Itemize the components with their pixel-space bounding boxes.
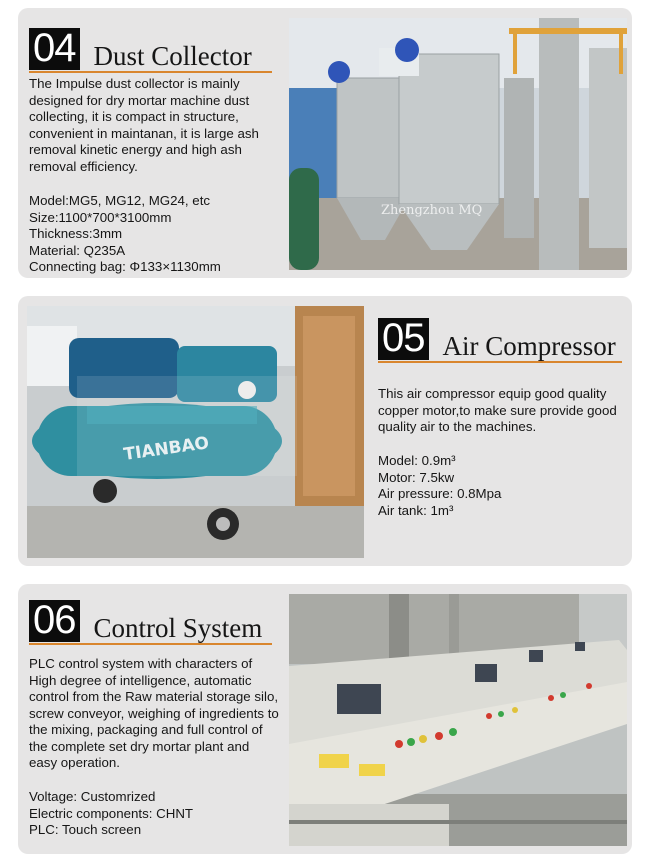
spec-list [378, 453, 618, 519]
spec-item: Model:MG5, MG12, MG24, etc [29, 193, 211, 208]
spec-item: Size:1100*700*3100mm [29, 209, 172, 225]
section-title: Air Compressor [442, 331, 616, 361]
spec-item: PLC: Touch screen [29, 822, 142, 837]
dust-collector-photo [289, 18, 627, 270]
spec-item: Air tank: 1m³ [378, 502, 454, 518]
section-number: 05 [378, 318, 429, 360]
photo-watermark: Zhengzhou MQ [381, 203, 483, 218]
section-description: This air compressor equip good quality copper motor,to make sure provide good quality air to the machines. [378, 386, 617, 434]
section-control-system [18, 584, 632, 854]
control-system-photo [289, 594, 627, 846]
spec-item: Voltage: Customrized [29, 789, 156, 804]
section-air-compressor [18, 296, 632, 566]
section-number: 04 [29, 28, 80, 70]
compressor-brand-text: TIANBAO [122, 433, 211, 465]
spec-item: Air pressure: 0.8Mpa [378, 486, 502, 501]
section-dust-collector [18, 8, 632, 278]
section-header [378, 318, 616, 360]
air-compressor-photo [27, 306, 364, 558]
section-title: Control System [93, 613, 263, 643]
spec-item: Connecting bag: Φ133×1130mm [29, 259, 221, 274]
title-underline [29, 71, 272, 73]
spec-item: Material: Q235A [29, 242, 126, 258]
section-description: The Impulse dust collector is mainly designed for dry mortar machine dust collecting, it is compact in structure, convenient in maintanan, it is large ash removal kinetic energy and high ash removal efficiency. [29, 76, 259, 174]
spec-item: Electric components: CHNT [29, 805, 194, 821]
spec-item: Motor: 7.5kw [378, 469, 455, 485]
section-title: Dust Collector [93, 41, 252, 71]
spec-list [29, 193, 279, 276]
section-header [29, 600, 262, 642]
spec-list [29, 789, 279, 839]
title-underline [29, 643, 272, 645]
spec-item: Thickness:3mm [29, 226, 123, 241]
spec-item: Model: 0.9m³ [378, 453, 456, 468]
section-header [29, 28, 252, 70]
section-description: PLC control system with characters of High degree of intelligence, automatic control from the Raw material storage silo, screw conveyor, weighing of ingredients to the mixing, packaging and full control of the complete set dry mortar plant and easy operation. [29, 656, 279, 770]
section-number: 06 [29, 600, 80, 642]
title-underline [378, 361, 622, 363]
